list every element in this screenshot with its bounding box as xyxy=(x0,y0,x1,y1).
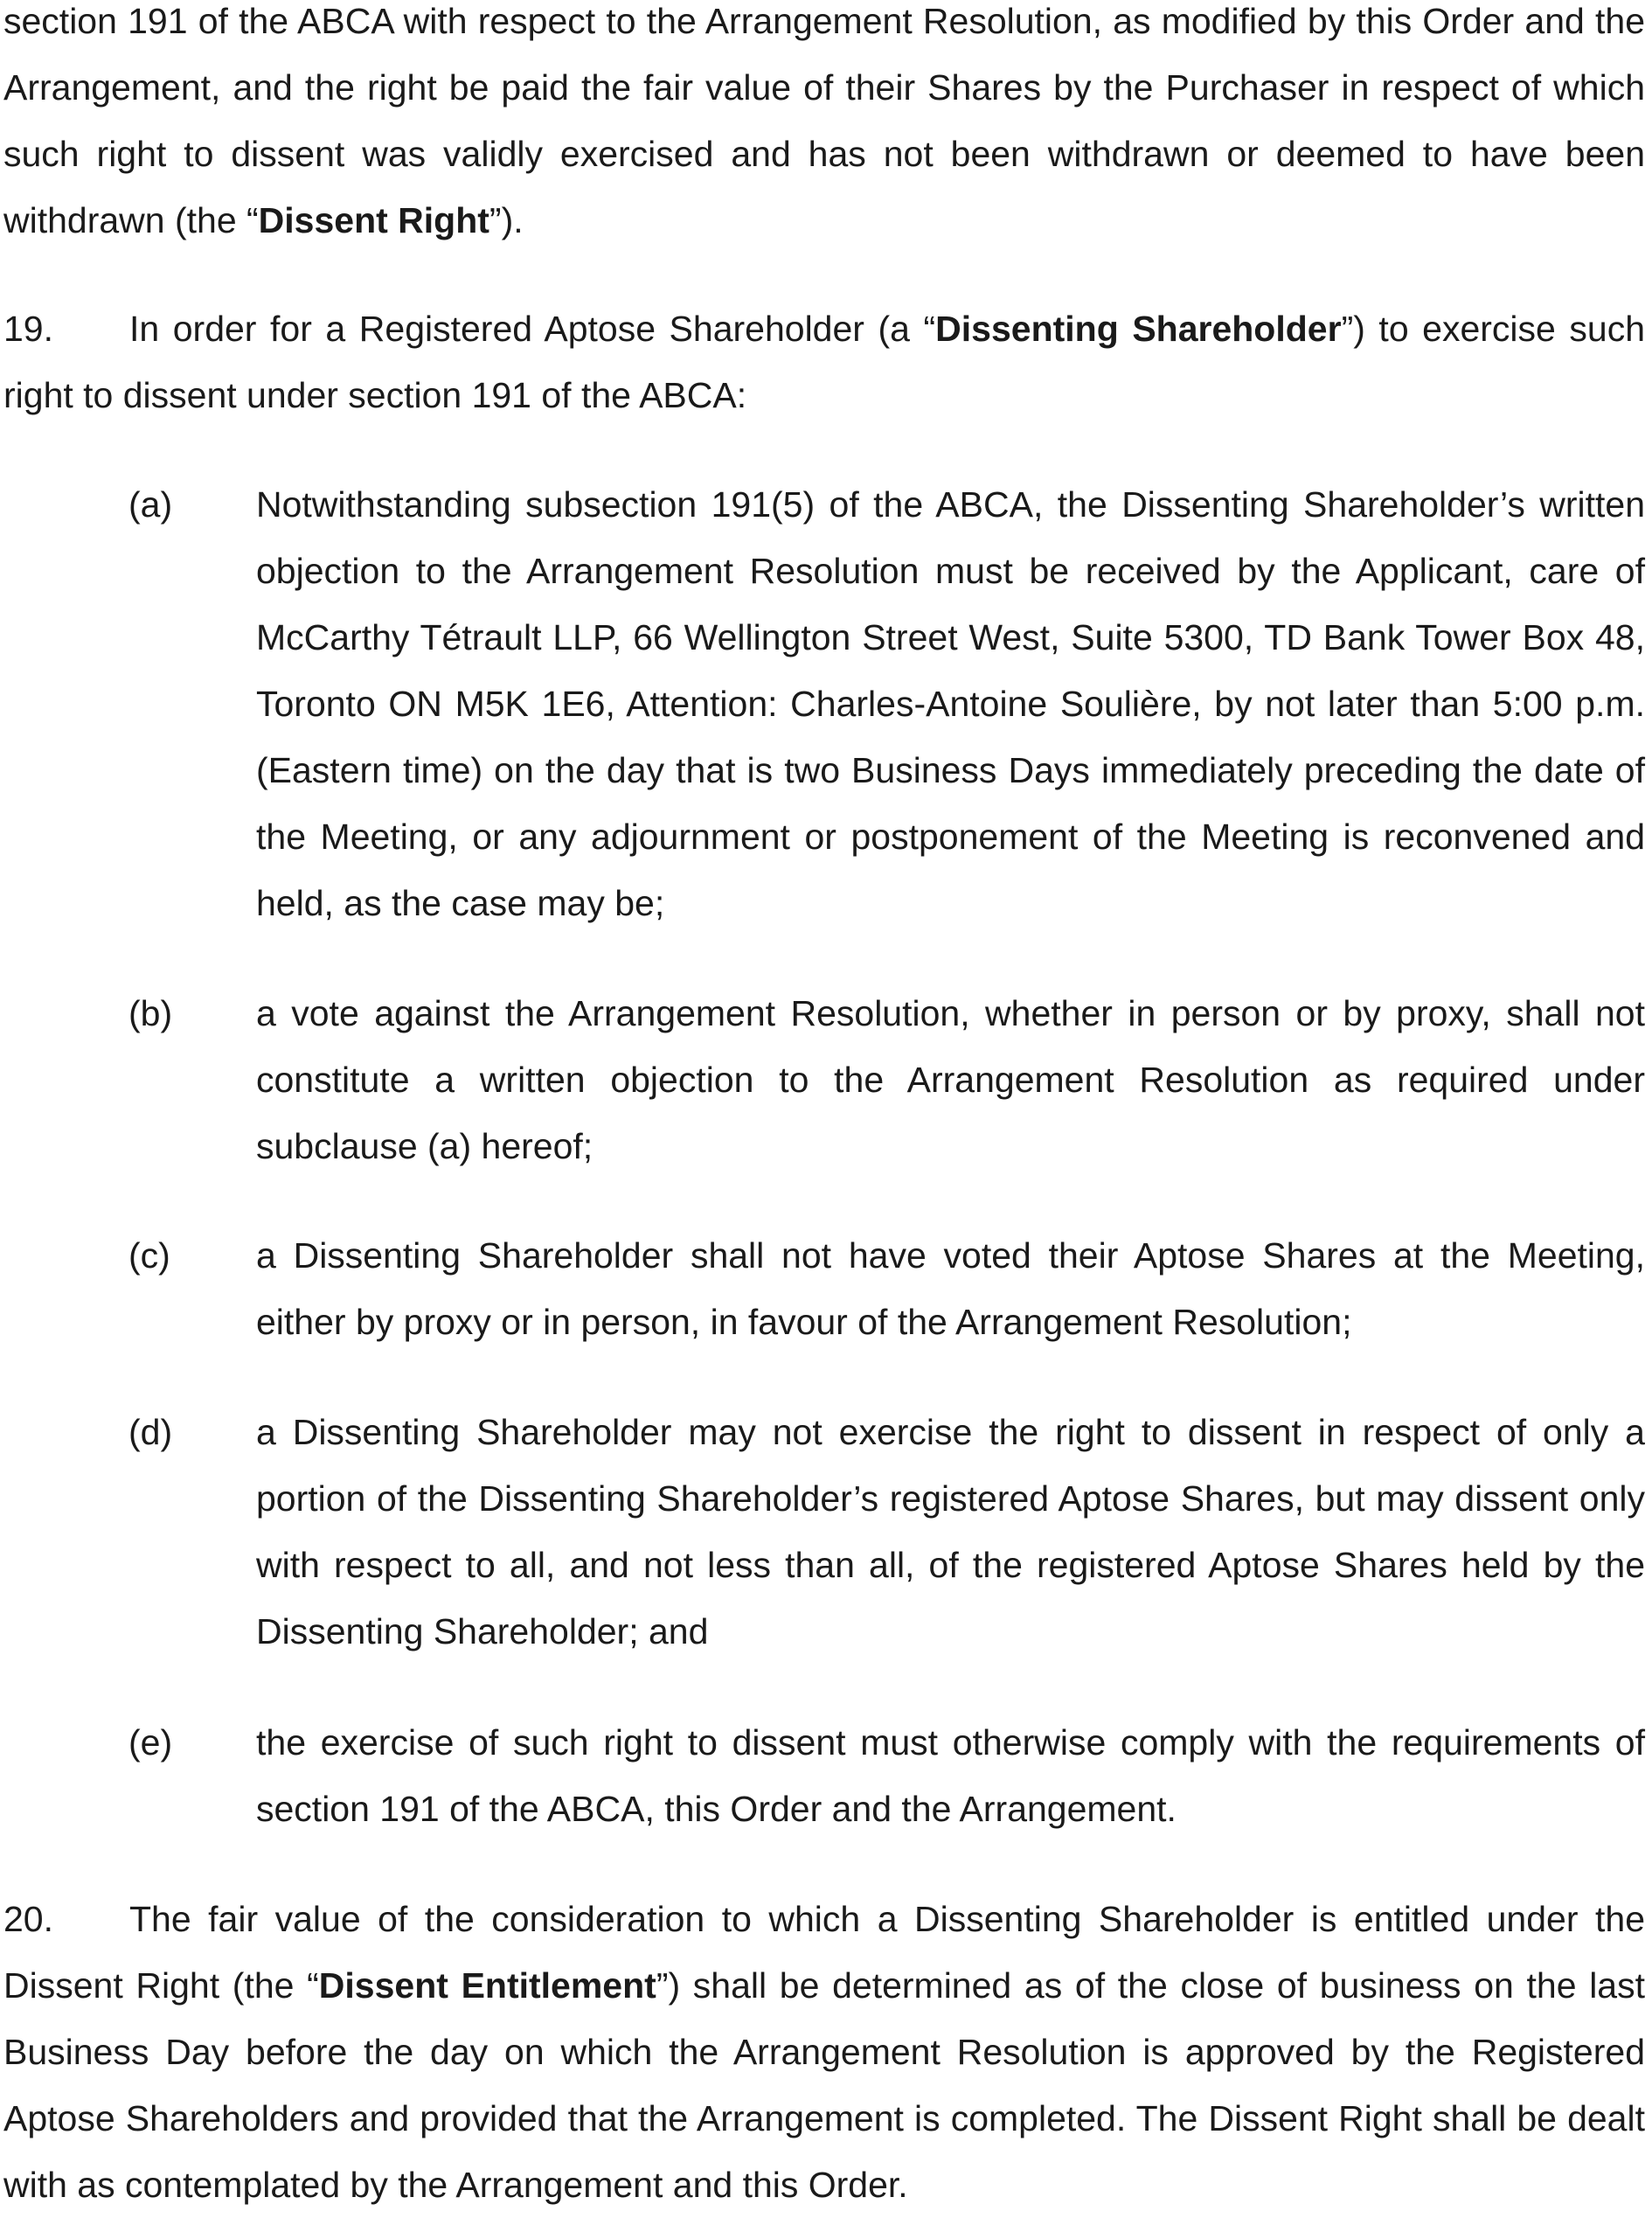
subclause-label: (d) xyxy=(128,1412,173,1452)
subclause-text: Notwithstanding subsection 191(5) of the ABCA, the Dissenting Shareholder’s written objection to the Arrangement Resolution must be received by the Applicant, care of McCarthy Tétrault LLP, 66 Wellington Street West, Suite 5300, TD Bank Tower Box 48, Toronto ON M5K 1E6, Attention: Charles-Antoine Soulière, by not later than 5:00 p.m. (Eastern time) on the day that is two Business Days immediately preceding the date of the Meeting, or any adjournment or postponement of the Meeting is reconvened and held, as the case may be; xyxy=(256,484,1645,923)
subclause-text: a Dissenting Shareholder may not exercise the right to dissent in respect of only a portion of the Dissenting Shareholder’s registered Aptose Shares, but may dissent only with respect to all, and not less than all, of the registered Aptose Shares held by the Dissenting Shareholder; and xyxy=(256,1412,1645,1651)
paragraph-18-continuation xyxy=(3,0,1645,254)
subclause-text: a vote against the Arrangement Resolution, whether in person or by proxy, shall not constitute a written objection to the Arrangement Resolution as required under subclause (a) hereof; xyxy=(256,993,1645,1166)
paragraph-19-text-after: ”) to exercise such right to dissent under section 191 of the ABCA: xyxy=(3,309,1646,415)
paragraph-19 xyxy=(3,296,1645,428)
paragraph-19-text-before: In order for a Registered Aptose Shareholder (a “ xyxy=(129,309,936,349)
paragraph-number: 19. xyxy=(3,309,53,349)
subclause-text: a Dissenting Shareholder shall not have voted their Aptose Shares at the Meeting, either by proxy or in person, in favour of the Arrangement Resolution; xyxy=(256,1235,1645,1342)
subclause-label: (b) xyxy=(128,993,173,1033)
defined-term-dissenting-shareholder: Dissenting Shareholder xyxy=(935,309,1342,349)
continuation-text-after: ”). xyxy=(489,200,524,240)
paragraph-20-text-after: ”) shall be determined as of the close of business on the last Business Day before the day on which the Arrangement Resolution is approved by the Registered Aptose Shareholders and provided that the Arrangement is completed. The Dissent Right shall be dealt with as contemplated by the Arrangement and this Order. xyxy=(3,1965,1645,2205)
defined-term-dissent-entitlement: Dissent Entitlement xyxy=(318,1965,656,2006)
subclause-label: (e) xyxy=(128,1722,173,1763)
subclause-text: the exercise of such right to dissent must otherwise comply with the requirements of section 191 of the ABCA, this Order and the Arrangement. xyxy=(256,1722,1645,1829)
subclause-label: (c) xyxy=(128,1235,170,1276)
continuation-text-before: section 191 of the ABCA with respect to the Arrangement Resolution, as modified by this Order and the Arrangement, and the right be paid the fair value of their Shares by the Purchaser in respect of which such right to dissent was validly exercised and has not been withdrawn or deemed to have been withdrawn (the “ xyxy=(3,1,1645,240)
subclause-label: (a) xyxy=(128,484,173,525)
paragraph-number: 20. xyxy=(3,1899,53,1939)
paragraph-20-text-before: The fair value of the consideration to which a Dissenting Shareholder is entitled under the Dissent Right (the “ xyxy=(3,1899,1645,2006)
defined-term-dissent-right: Dissent Right xyxy=(258,200,489,240)
paragraph-20 xyxy=(3,1886,1645,2218)
